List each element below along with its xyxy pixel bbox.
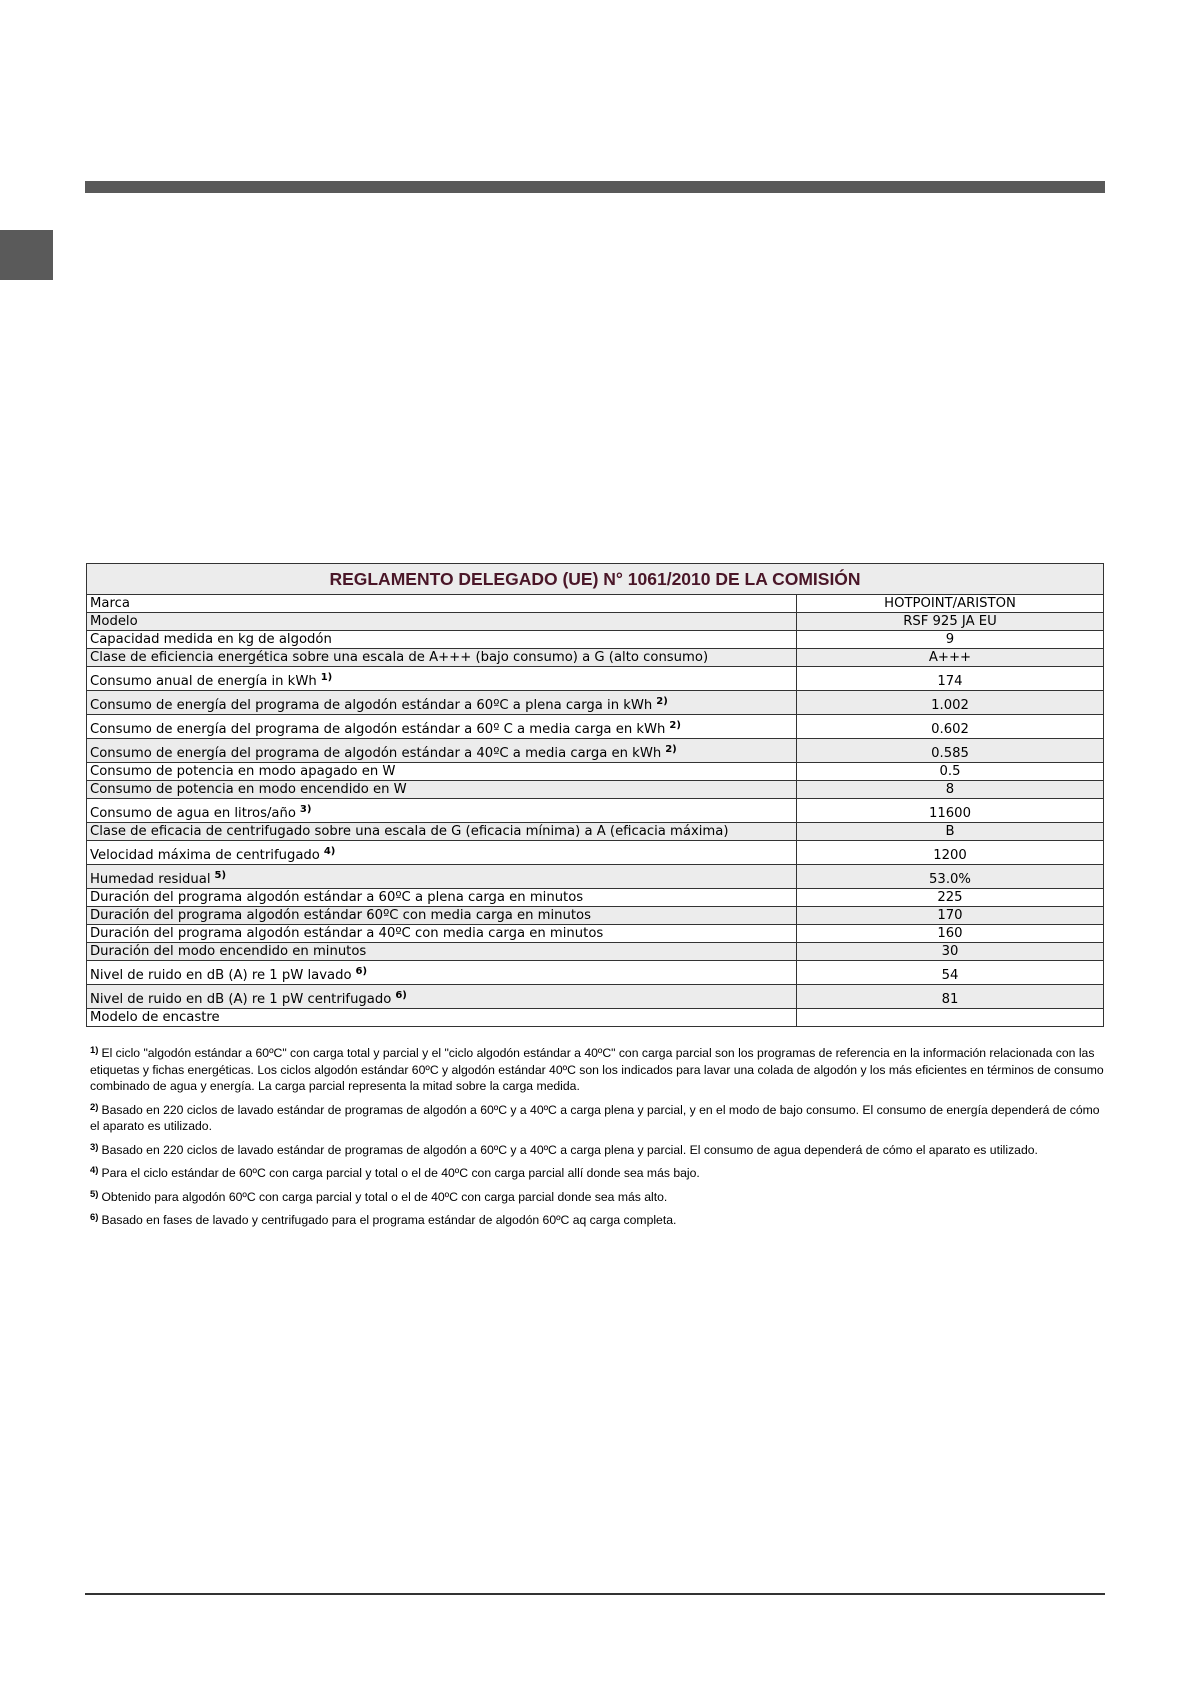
footnote-mark: 1) xyxy=(90,1045,99,1056)
table-title: REGLAMENTO DELEGADO (UE) N° 1061/2010 DE LA COMISIÓN xyxy=(87,564,1104,595)
footnote-text: Obtenido para algodón 60ºC con carga parcial y total o el de 40ºC con carga parcial donde sea más alto. xyxy=(101,1189,668,1204)
bottom-rule xyxy=(85,1593,1105,1595)
table-row xyxy=(87,691,1104,715)
table-row xyxy=(87,823,1104,841)
row-value: B xyxy=(797,823,1104,841)
footnote-ref: 5) xyxy=(214,870,227,881)
table-row xyxy=(87,799,1104,823)
row-label: Duración del programa algodón estándar a 40ºC con media carga en minutos xyxy=(90,925,604,941)
row-label-cell xyxy=(87,943,797,961)
table-row xyxy=(87,925,1104,943)
row-label-cell xyxy=(87,715,797,739)
row-value: 1.002 xyxy=(797,691,1104,715)
row-value: 9 xyxy=(797,631,1104,649)
row-label-cell xyxy=(87,925,797,943)
row-label: Consumo de potencia en modo encendido en W xyxy=(90,781,407,797)
table-row xyxy=(87,1009,1104,1027)
footnote-mark: 5) xyxy=(90,1188,99,1200)
table-row xyxy=(87,889,1104,907)
row-label: Duración del programa algodón estándar a 60ºC a plena carga en minutos xyxy=(90,889,584,905)
row-label-cell xyxy=(87,613,797,631)
row-label: Consumo de energía del programa de algodón estándar a 40ºC a media carga en kWh xyxy=(90,746,662,761)
row-label-cell xyxy=(87,631,797,649)
row-value: RSF 925 JA EU xyxy=(797,613,1104,631)
table-row xyxy=(87,631,1104,649)
row-value: A+++ xyxy=(797,649,1104,667)
row-value: 170 xyxy=(797,907,1104,925)
row-value: 0.602 xyxy=(797,715,1104,739)
row-label-cell xyxy=(87,691,797,715)
row-label-cell xyxy=(87,823,797,841)
row-label-cell xyxy=(87,763,797,781)
table-row xyxy=(87,595,1104,613)
table-row xyxy=(87,781,1104,799)
row-value: 81 xyxy=(797,985,1104,1009)
footnote-ref: 1) xyxy=(320,672,333,683)
row-label-cell xyxy=(87,985,797,1009)
row-label: Duración del programa algodón estándar 60ºC con media carga en minutos xyxy=(90,907,591,923)
row-label-cell xyxy=(87,799,797,823)
row-label: Consumo de energía del programa de algodón estándar a 60º C a media carga en kWh xyxy=(90,722,666,737)
row-label-cell xyxy=(87,889,797,907)
row-label-cell xyxy=(87,865,797,889)
footnote xyxy=(90,1212,1105,1229)
row-value: 1200 xyxy=(797,841,1104,865)
row-label: Consumo anual de energía in kWh xyxy=(90,674,317,689)
row-value: 174 xyxy=(797,667,1104,691)
row-label-cell xyxy=(87,781,797,799)
row-label: Nivel de ruido en dB (A) re 1 pW lavado xyxy=(90,968,352,983)
footnote-ref: 2) xyxy=(669,720,681,731)
footnote-mark: 4) xyxy=(90,1165,99,1176)
row-value: 0.585 xyxy=(797,739,1104,763)
row-label-cell xyxy=(87,649,797,667)
row-value: 225 xyxy=(797,889,1104,907)
table-row xyxy=(87,649,1104,667)
row-label: Modelo de encastre xyxy=(90,1009,220,1025)
row-label: Duración del modo encendido en minutos xyxy=(90,943,367,959)
footnote-mark: 6) xyxy=(90,1212,99,1223)
row-label: Consumo de potencia en modo apagado en W xyxy=(90,763,396,779)
row-value: 53.0% xyxy=(797,865,1104,889)
row-value: HOTPOINT/ARISTON xyxy=(797,595,1104,613)
row-label-cell xyxy=(87,1009,797,1027)
row-value: 0.5 xyxy=(797,763,1104,781)
footnote-mark: 3) xyxy=(90,1141,99,1153)
row-label: Humedad residual xyxy=(90,872,211,887)
row-value: 160 xyxy=(797,925,1104,943)
footnote-text: Basado en 220 ciclos de lavado estándar de programas de algodón a 60ºC y a 40ºC a carga plena y parcial, y en el modo de bajo consumo. El consumo de energía dependerá de cómo el aparato es utilizado. xyxy=(90,1102,1100,1133)
table-row xyxy=(87,907,1104,925)
row-label-cell xyxy=(87,595,797,613)
top-rule xyxy=(85,181,1105,193)
table-row xyxy=(87,943,1104,961)
footnote-ref: 4) xyxy=(323,846,336,857)
table-row xyxy=(87,715,1104,739)
footnote-ref: 6) xyxy=(395,990,407,1001)
row-label: Consumo de energía del programa de algodón estándar a 60ºC a plena carga in kWh xyxy=(90,698,653,713)
side-language-tab xyxy=(0,230,53,280)
row-label-cell xyxy=(87,739,797,763)
footnote xyxy=(90,1189,1105,1206)
footnote-text: Basado en 220 ciclos de lavado estándar de programas de algodón a 60ºC y a 40ºC a carga plena y parcial. El consumo de agua dependerá de cómo el aparato es utilizado. xyxy=(101,1142,1038,1157)
footnote xyxy=(90,1102,1105,1135)
table-row xyxy=(87,667,1104,691)
row-label: Consumo de agua en litros/año xyxy=(90,806,296,821)
row-label: Clase de eficacia de centrifugado sobre una escala de G (eficacia mínima) a A (eficacia máxima) xyxy=(90,823,729,839)
row-value: 11600 xyxy=(797,799,1104,823)
footnote-text: El ciclo "algodón estándar a 60ºC" con carga total y parcial y el "ciclo algodón estándar a 40ºC" con carga parcial son los programas de referencia en la información relacionada con las etiquetas y fichas energéticas. Los ciclos algodón estándar 60ºC y algodón estándar 40ºC son los indicados para lavar una colada de algodón y los más eficientes en términos de consumo combinado de agua y energía. La carga parcial representa la mitad sobre la carga medida. xyxy=(90,1046,1104,1093)
row-value xyxy=(797,1009,1104,1027)
footnote-text: Para el ciclo estándar de 60ºC con carga parcial y total o el de 40ºC con carga parcial allí donde sea más bajo. xyxy=(101,1166,700,1180)
footnote-ref: 2) xyxy=(656,696,668,707)
footnotes xyxy=(90,1045,1105,1236)
row-value: 8 xyxy=(797,781,1104,799)
footnote xyxy=(90,1142,1105,1159)
row-label: Modelo xyxy=(90,613,138,629)
footnote-text: Basado en fases de lavado y centrifugado para el programa estándar de algodón 60ºC aq carga completa. xyxy=(101,1213,677,1227)
table-row xyxy=(87,865,1104,889)
footnote xyxy=(90,1045,1105,1095)
row-label-cell xyxy=(87,907,797,925)
row-label-cell xyxy=(87,841,797,865)
table-row xyxy=(87,763,1104,781)
row-label: Capacidad medida en kg de algodón xyxy=(90,631,332,647)
table-body xyxy=(87,595,1104,1027)
table-row xyxy=(87,739,1104,763)
row-value: 30 xyxy=(797,943,1104,961)
table-row xyxy=(87,613,1104,631)
row-label-cell xyxy=(87,961,797,985)
footnote-mark: 2) xyxy=(90,1101,99,1113)
table-row xyxy=(87,961,1104,985)
footnote-ref: 3) xyxy=(299,804,312,815)
row-value: 54 xyxy=(797,961,1104,985)
table-row xyxy=(87,985,1104,1009)
row-label: Marca xyxy=(90,595,130,611)
row-label: Nivel de ruido en dB (A) re 1 pW centrifugado xyxy=(90,992,392,1007)
footnote-ref: 6) xyxy=(355,966,368,977)
row-label-cell xyxy=(87,667,797,691)
table-row xyxy=(87,841,1104,865)
footnote-ref: 2) xyxy=(665,744,677,755)
footnote xyxy=(90,1165,1105,1182)
row-label: Velocidad máxima de centrifugado xyxy=(90,848,320,863)
row-label: Clase de eficiencia energética sobre una escala de A+++ (bajo consumo) a G (alto consumo) xyxy=(90,649,709,665)
regulation-table xyxy=(86,563,1104,1027)
